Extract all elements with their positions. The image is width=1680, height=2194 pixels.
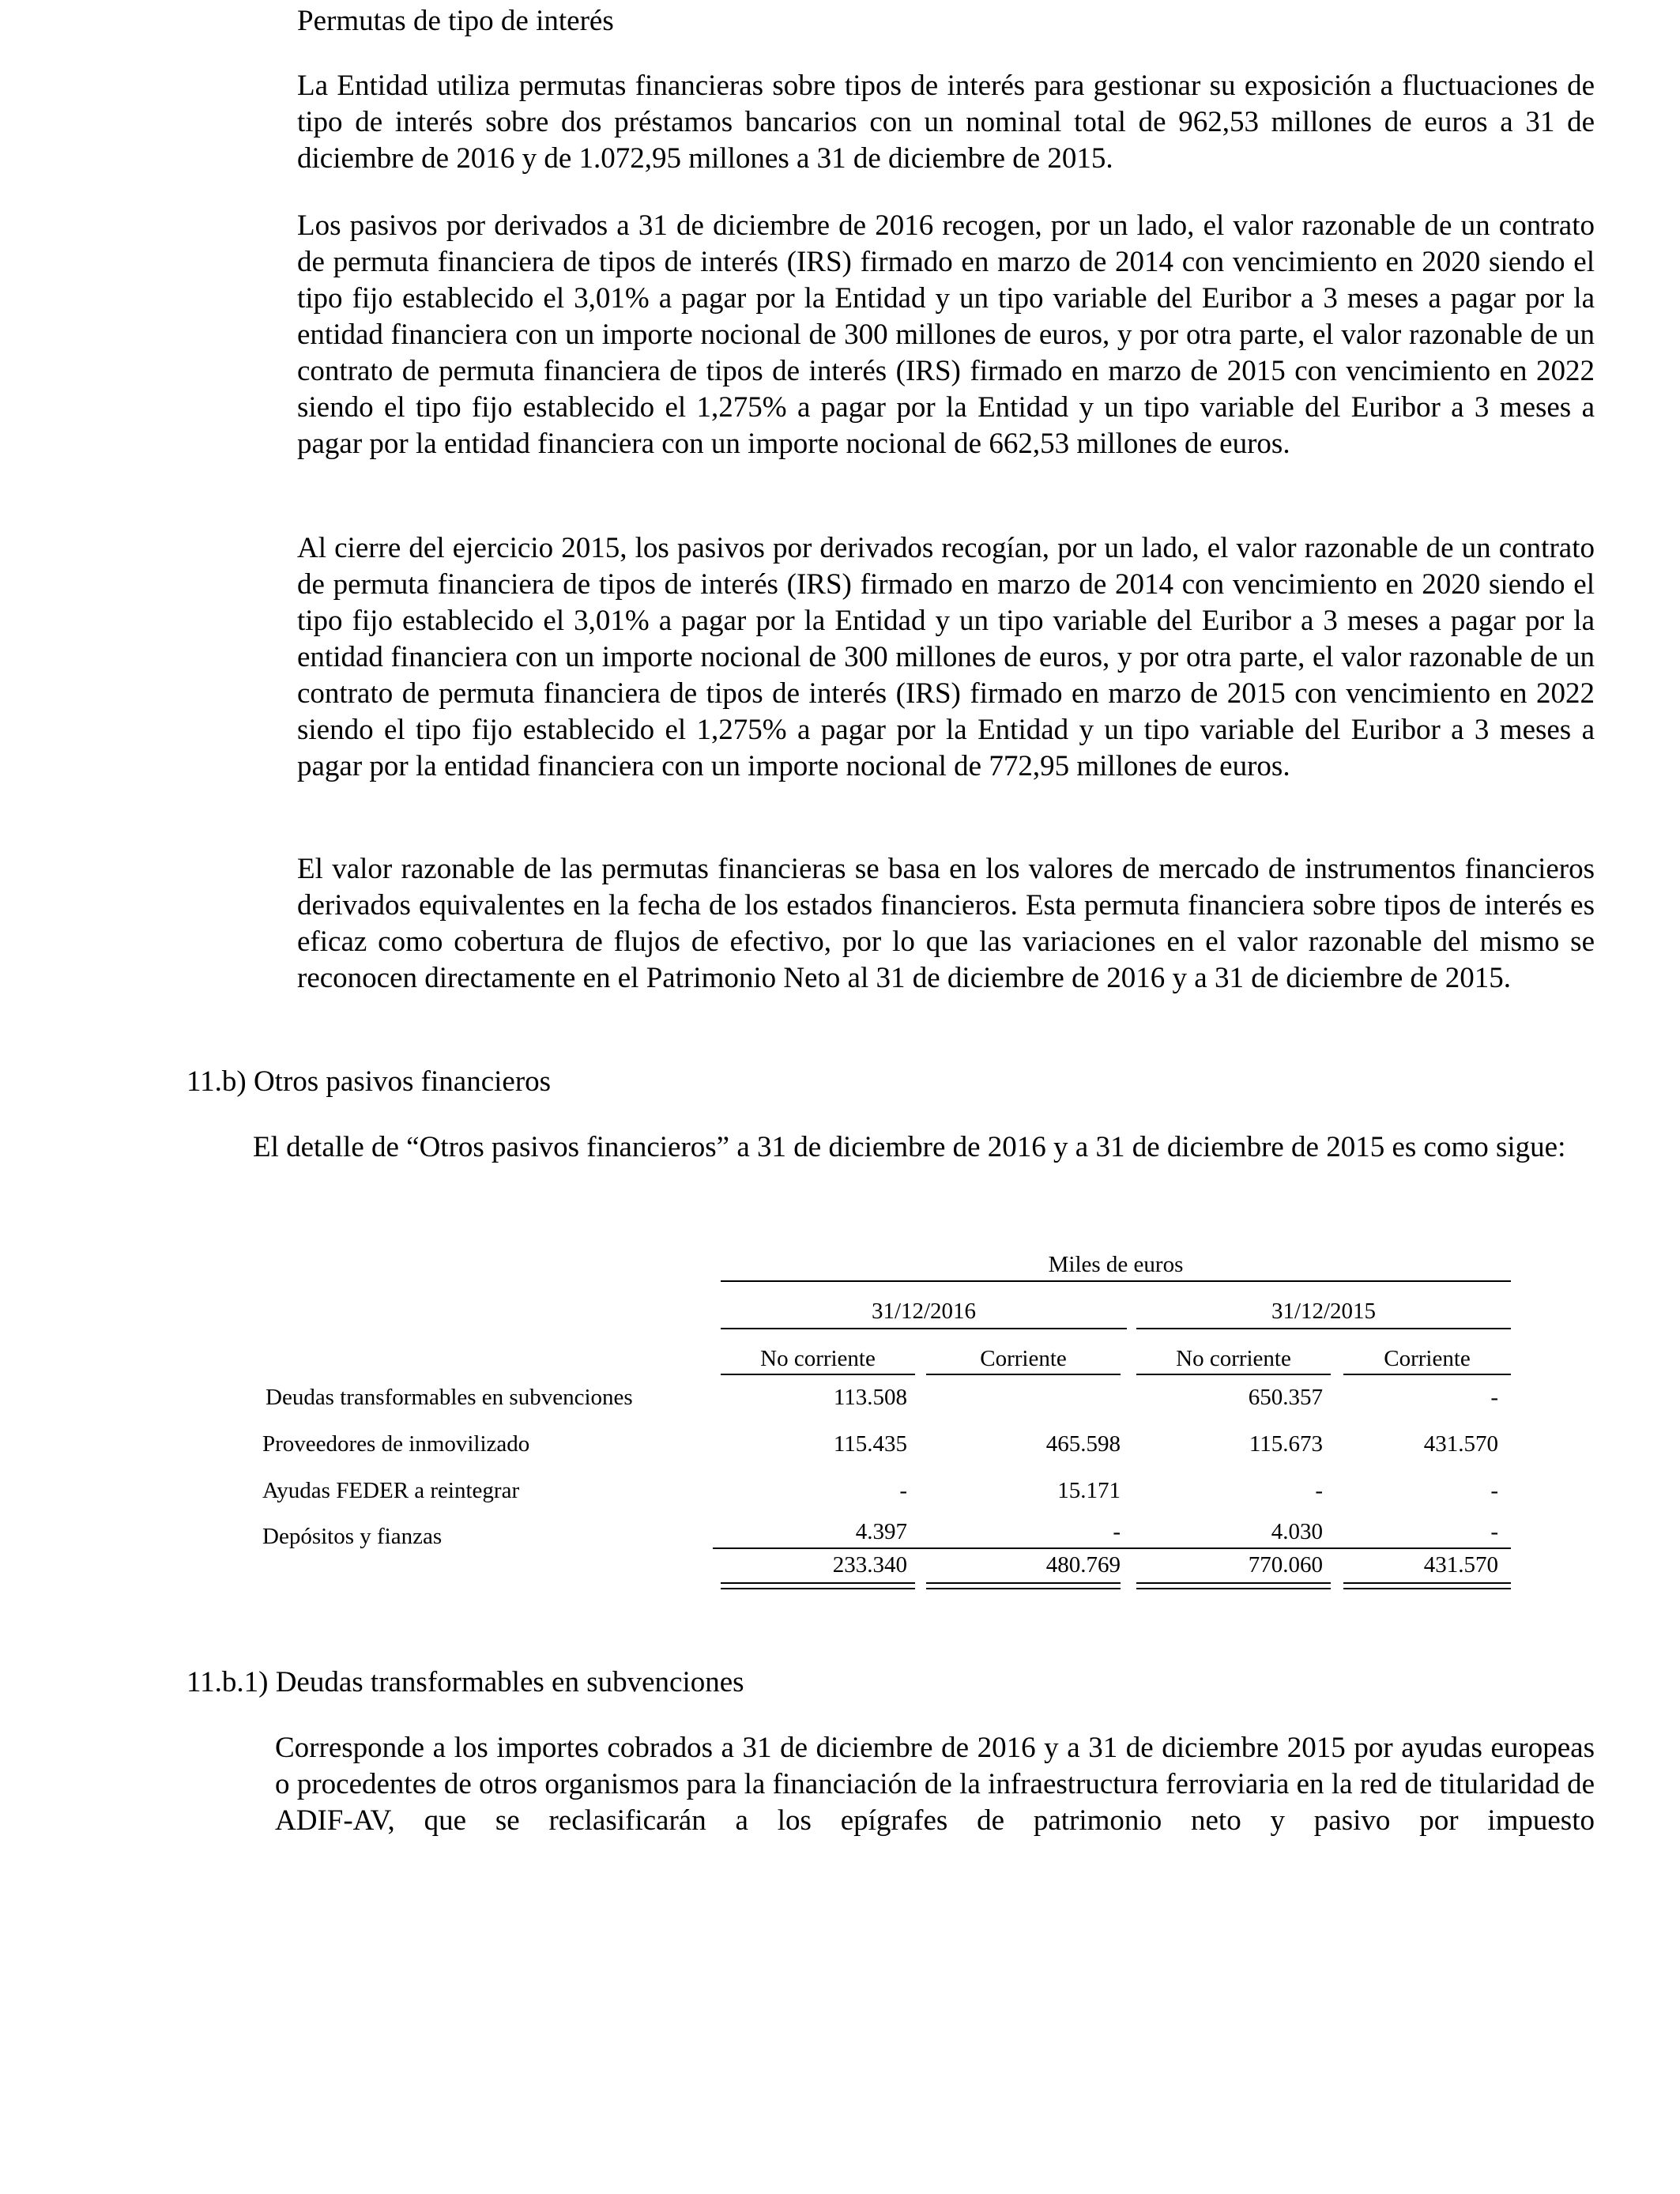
table-cell: 113.508 [833,1385,907,1410]
rule-total-double [1343,1582,1511,1584]
rule-column-header [926,1374,1121,1375]
table-cell: 115.673 [1249,1431,1323,1457]
rule-column-header [1136,1374,1331,1375]
table-cell: - [899,1478,907,1503]
table-cell: 15.171 [1057,1478,1121,1503]
rule-total-double [1136,1582,1331,1584]
table-period-2016: 31/12/2016 [871,1299,977,1324]
table-cell: 465.598 [1045,1431,1121,1457]
table-cell: - [1490,1385,1498,1410]
table-cell: - [1490,1478,1498,1503]
column-header: Corriente [1384,1346,1471,1371]
rule-column-header [721,1374,915,1375]
rule-column-header [1343,1374,1511,1375]
section-title-permutas: Permutas de tipo de interés [297,5,614,37]
table-cell: 115.435 [833,1431,907,1457]
row-label: Deudas transformables en subvenciones [266,1385,633,1410]
rule-total-double [721,1582,915,1584]
column-header: No corriente [760,1346,876,1371]
rule-period-2016 [721,1328,1127,1329]
section-title-otros-pasivos: 11.b) Otros pasivos financieros [186,1065,552,1098]
rule-total-double [926,1582,1121,1584]
rule-total-double [1343,1588,1511,1589]
rule-total-double [1136,1588,1331,1589]
table-cell: - [1315,1478,1323,1503]
paragraph-permutas-2: Los pasivos por derivados a 31 de diciembre de 2016 recogen, por un lado, el valor razonable de un contrato de permuta financiera de tipos de interés (IRS) firmado en marzo de 2014 con vencimiento en 2020 siendo el tipo fijo establecido el 3,01% a pagar por la Entidad y un tipo variable del Euribor a 3 meses a pagar por la entidad financiera con un importe nocional de 300 millones de euros, y por otra parte, el valor razonable de un contrato de permuta financiera de tipos de interés (IRS) firmado en marzo de 2015 con vencimiento en 2022 siendo el tipo fijo establecido el 1,275% a pagar por la Entidad y un tipo variable del Euribor a 3 meses a pagar por la entidad financiera con un importe nocional de 662,53 millones de euros. [297,209,1595,460]
paragraph-permutas-4: El valor razonable de las permutas financieras se basa en los valores de mercado de instrumentos financieros derivados equivalentes en la fecha de los estados financieros. Esta permuta financiera sobre tipos de interés es eficaz como cobertura de flujos de efectivo, por lo que las variaciones en el valor razonable del mismo se reconocen directamente en el Patrimonio Neto al 31 de diciembre de 2016 y a 31 de diciembre de 2015. [297,853,1595,994]
rule-unit-header [721,1280,1511,1282]
table-total: 770.060 [1248,1552,1323,1578]
row-label: Ayudas FEDER a reintegrar [262,1478,520,1503]
column-header: Corriente [980,1346,1067,1371]
table-total: 431.570 [1423,1552,1498,1578]
section-title-deudas: 11.b.1) Deudas transformables en subvenciones [186,1666,744,1698]
table-cell: 4.030 [1271,1519,1323,1544]
column-header: No corriente [1176,1346,1291,1371]
table-cell: - [1113,1519,1121,1544]
paragraph-permutas-1: La Entidad utiliza permutas financieras sobre tipos de interés para gestionar su exposición a fluctuaciones de tipo de interés sobre dos préstamos bancarios con un nominal total de 962,53 millones de euros a 31 de diciembre de 2016 y de 1.072,95 millones a 31 de diciembre de 2015. [297,70,1595,175]
rule-total-double [926,1588,1121,1589]
row-label: Proveedores de inmovilizado [262,1431,530,1457]
row-label: Depósitos y fianzas [262,1524,443,1549]
table-cell: 4.397 [855,1519,907,1544]
table-total: 233.340 [832,1552,907,1578]
table-period-2015: 31/12/2015 [1271,1299,1377,1324]
rule-period-2015 [1136,1328,1511,1329]
rule-subtotal [713,1547,1511,1549]
paragraph-otros-intro: El detalle de “Otros pasivos financieros” a 31 de diciembre de 2016 y a 31 de diciembre de 2015 es como sigue: [253,1131,1566,1163]
table-unit-header: Miles de euros [1048,1252,1184,1277]
table-cell: 650.357 [1248,1385,1323,1410]
paragraph-deudas: Corresponde a los importes cobrados a 31 de diciembre de 2016 y a 31 de diciembre 2015 por ayudas europeas o procedentes de otros organismos para la financiación de la infraestructura ferroviaria en la red de titularidad de ADIF-AV, que se reclasificarán a los epígrafes de patrimonio neto y pasivo por impuesto [275,1732,1595,1837]
rule-total-double [721,1588,915,1589]
table-total: 480.769 [1045,1552,1121,1578]
table-cell: - [1490,1519,1498,1544]
table-cell: 431.570 [1423,1431,1498,1457]
paragraph-permutas-3: Al cierre del ejercicio 2015, los pasivos por derivados recogían, por un lado, el valor razonable de un contrato de permuta financiera de tipos de interés (IRS) firmado en marzo de 2014 con vencimiento en 2020 siendo el tipo fijo establecido el 3,01% a pagar por la Entidad y un tipo variable del Euribor a 3 meses a pagar por la entidad financiera con un importe nocional de 300 millones de euros, y por otra parte, el valor razonable de un contrato de permuta financiera de tipos de interés (IRS) firmado en marzo de 2015 con vencimiento en 2022 siendo el tipo fijo establecido el 1,275% a pagar por la Entidad y un tipo variable del Euribor a 3 meses a pagar por la entidad financiera con un importe nocional de 772,95 millones de euros. [297,532,1595,782]
